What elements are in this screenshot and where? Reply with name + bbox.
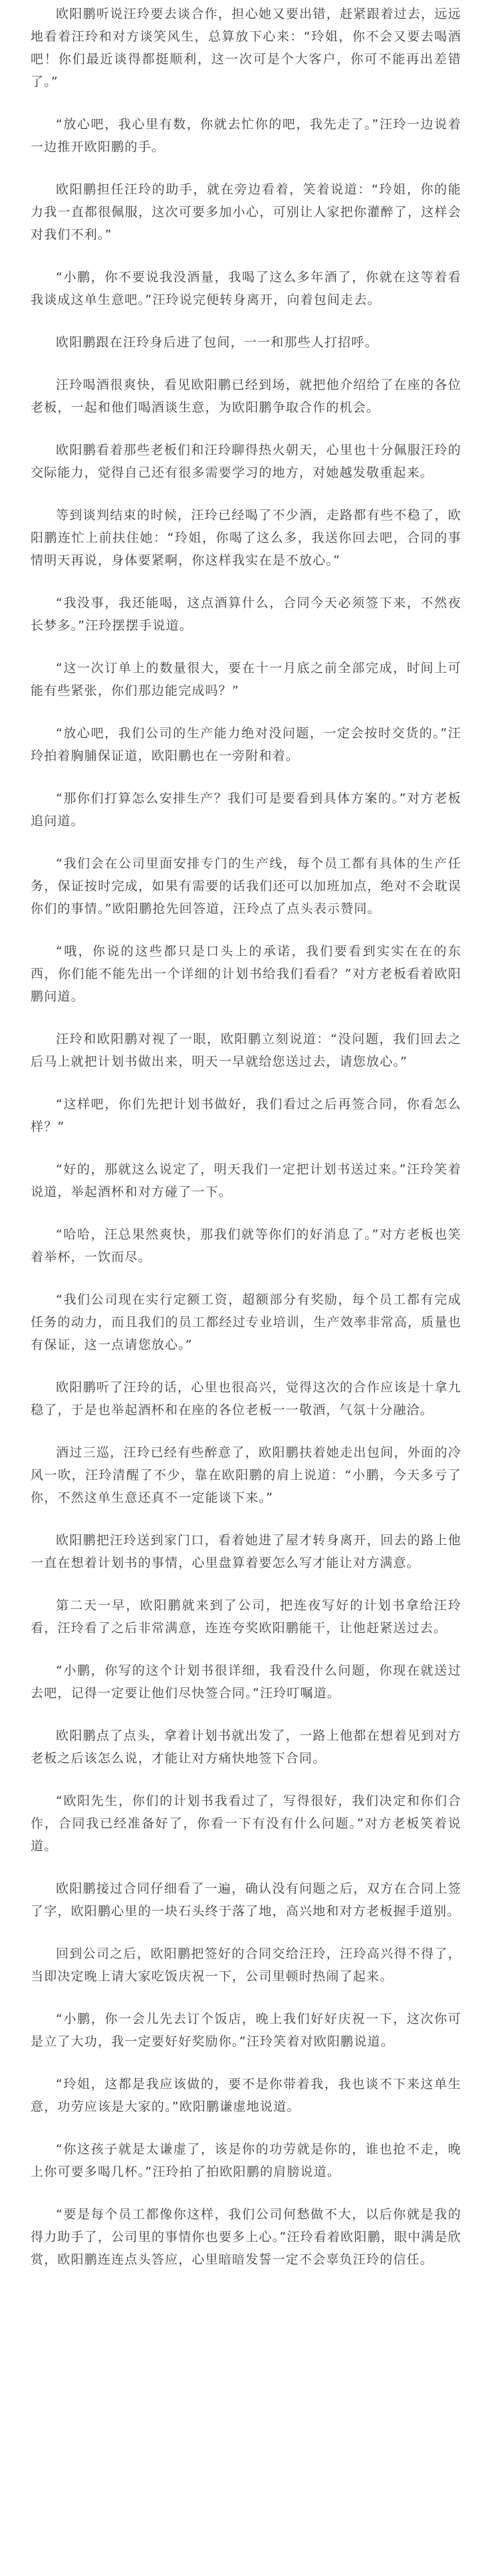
- paragraph-24: “小鹏，你写的这个计划书很详细，我看没什么问题，你现在就送过去吧，记得一定要让他们尽快签合同。”汪玲叮嘱道。: [31, 1663, 461, 1700]
- paragraph-11: “放心吧，我们公司的生产能力绝对没问题，一定会按时交货的。”汪玲拍着胸脯保证道，欧阳鹏也在一旁附和着。: [31, 726, 461, 763]
- paragraph-16: “这样吧，你们先把计划书做好，我们看过之后再签合同，你看怎么样？”: [31, 1097, 461, 1134]
- paragraph-3: 欧阳鹏担任汪玲的助手，就在旁边看着，笑着说道：“玲姐，你的能力我一直都很佩服，这次可要多加小心，可别让人家把你灌醉了，这样会对我们不利。”: [31, 182, 461, 242]
- paragraph-7: 欧阳鹏看着那些老板们和汪玲聊得热火朝天，心里也十分佩服汪玲的交际能力，觉得自己还有很多需要学习的地方，对她越发敬重起来。: [31, 443, 461, 480]
- paragraph-8: 等到谈判结束的时候，汪玲已经喝了不少酒，走路都有些不稳了，欧阳鹏连忙上前扶住她：“玲姐，你喝了这么多，我送你回去吧，合同的事情明天再说，身体要紧啊，你这样我实在是不放心。”: [31, 508, 461, 568]
- paragraph-10: “这一次订单上的数量很大，要在十一月底之前全部完成，时间上可能有些紧张，你们那边能完成吗？”: [31, 661, 461, 698]
- paragraph-23: 第二天一早，欧阳鹏就来到了公司，把连夜写好的计划书拿给汪玲看，汪玲看了之后非常满意，连连夸奖欧阳鹏能干，让他赶紧送过去。: [31, 1598, 461, 1635]
- paragraph-25: 欧阳鹏点了点头，拿着计划书就出发了，一路上他都在想着见到对方老板之后该怎么说，才能让对方痛快地签下合同。: [31, 1728, 461, 1766]
- paragraph-26: “欧阳先生，你们的计划书我看过了，写得很好，我们决定和你们合作，合同我已经准备好了，你看一下有没有什么问题。”对方老板笑着说道。: [31, 1794, 461, 1853]
- paragraph-12: “那你们打算怎么安排生产？我们可是要看到具体方案的。”对方老板追问道。: [31, 791, 461, 828]
- paragraph-14: “哦，你说的这些都只是口头上的承诺，我们要看到实实在在的东西，你们能不能先出一个详细的计划书给我们看看？”对方老板看着欧阳鹏问道。: [31, 944, 461, 1004]
- paragraph-19: “我们公司现在实行定额工资，超额部分有奖励，每个员工都有完成任务的动力，而且我们的员工都经过专业培训，生产效率非常高，质量也有保证，这一点请您放心。”: [31, 1292, 461, 1352]
- paragraph-9: “我没事，我还能喝，这点酒算什么，合同今天必须签下来，不然夜长梦多。”汪玲摆摆手说道。: [31, 596, 461, 633]
- paragraph-13: “我们会在公司里面安排专门的生产线，每个员工都有具体的生产任务，保证按时完成，如果有需要的话我们还可以加班加点，绝对不会耽误你们的事情。”欧阳鹏抢先回答道，汪玲点了点头表示赞同。: [31, 856, 461, 916]
- paragraph-5: 欧阳鹏跟在汪玲身后进了包间，一一和那些人打招呼。: [56, 335, 378, 350]
- paragraph-6: 汪玲喝酒很爽快，看见欧阳鹏已经到场，就把他介绍给了在座的各位老板，一起和他们喝酒谈生意，为欧阳鹏争取合作的机会。: [31, 378, 461, 415]
- paragraph-28: 回到公司之后，欧阳鹏把签好的合同交给汪玲，汪玲高兴得不得了，当即决定晚上请大家吃饭庆祝一下，公司里顿时热闹了起来。: [31, 1946, 461, 1984]
- paragraph-15: 汪玲和欧阳鹏对视了一眼，欧阳鹏立刻说道：“没问题，我们回去之后马上就把计划书做出来，明天一早就给您送过去，请您放心。”: [31, 1032, 461, 1069]
- paragraph-27: 欧阳鹏接过合同仔细看了一遍，确认没有问题之后，双方在合同上签了字，欧阳鹏心里的一块石头终于落了地，高兴地和对方老板握手道别。: [31, 1881, 461, 1919]
- paragraph-29: “小鹏，你一会儿先去订个饭店，晚上我们好好庆祝一下，这次你可是立了大功，我一定要好好奖励你。”汪玲笑着对欧阳鹏说道。: [31, 2012, 461, 2049]
- paragraph-21: 酒过三巡，汪玲已经有些醉意了，欧阳鹏扶着她走出包间，外面的冷风一吹，汪玲清醒了不少，靠在欧阳鹏的肩上说道：“小鹏，今天多亏了你，不然这单生意还真不一定能谈下来。”: [31, 1445, 461, 1505]
- paragraph-30: “玲姐，这都是我应该做的，要不是你带着我，我也谈不下来这单生意，功劳应该是大家的。”欧阳鹏谦虚地说道。: [31, 2077, 461, 2114]
- paragraph-20: 欧阳鹏听了汪玲的话，心里也很高兴，觉得这次的合作应该是十拿九稳了，于是也举起酒杯和在座的各位老板一一敬酒，气氛十分融洽。: [31, 1380, 461, 1417]
- paragraph-2: “放心吧，我心里有数，你就去忙你的吧，我先走了。”汪玲一边说着一边推开欧阳鹏的手。: [31, 117, 461, 154]
- paragraph-32: “要是每个员工都像你这样，我们公司何愁做不大，以后你就是我的得力助手了，公司里的事情你也要多上心。”汪玲看着欧阳鹏，眼中满是欣赏，欧阳鹏连连点头答应，心里暗暗发誓一定不会辜负汪玲的信任。: [31, 2207, 461, 2267]
- paragraph-17: “好的，那就这么说定了，明天我们一定把计划书送过来。”汪玲笑着说道，举起酒杯和对方碰了一下。: [31, 1162, 461, 1199]
- paragraph-31: “你这孩子就是太谦虚了，该是你的功劳就是你的，谁也抢不走，晚上你可要多喝几杯。”汪玲拍了拍欧阳鹏的肩膀说道。: [31, 2142, 461, 2179]
- paragraph-18: “哈哈，汪总果然爽快，那我们就等你们的好消息了。”对方老板也笑着举杯，一饮而尽。: [31, 1227, 461, 1264]
- paragraph-22: 欧阳鹏把汪玲送到家门口，看着她进了屋才转身离开，回去的路上他一直在想着计划书的事情，心里盘算着要怎么写才能让对方满意。: [31, 1533, 461, 1570]
- paragraph-4: “小鹏，你不要说我没酒量，我喝了这么多年酒了，你就在这等着看我谈成这单生意吧。”汪玲说完便转身离开，向着包间走去。: [31, 270, 461, 307]
- paragraph-1: 欧阳鹏听说汪玲要去谈合作，担心她又要出错，赶紧跟着过去，远远地看着汪玲和对方谈笑风生，总算放下心来：“玲姐，你不会又要去喝酒吧！你们最近谈得都挺顺利，这一次可是个大客户，你可不能再出差错了。”: [31, 7, 461, 89]
